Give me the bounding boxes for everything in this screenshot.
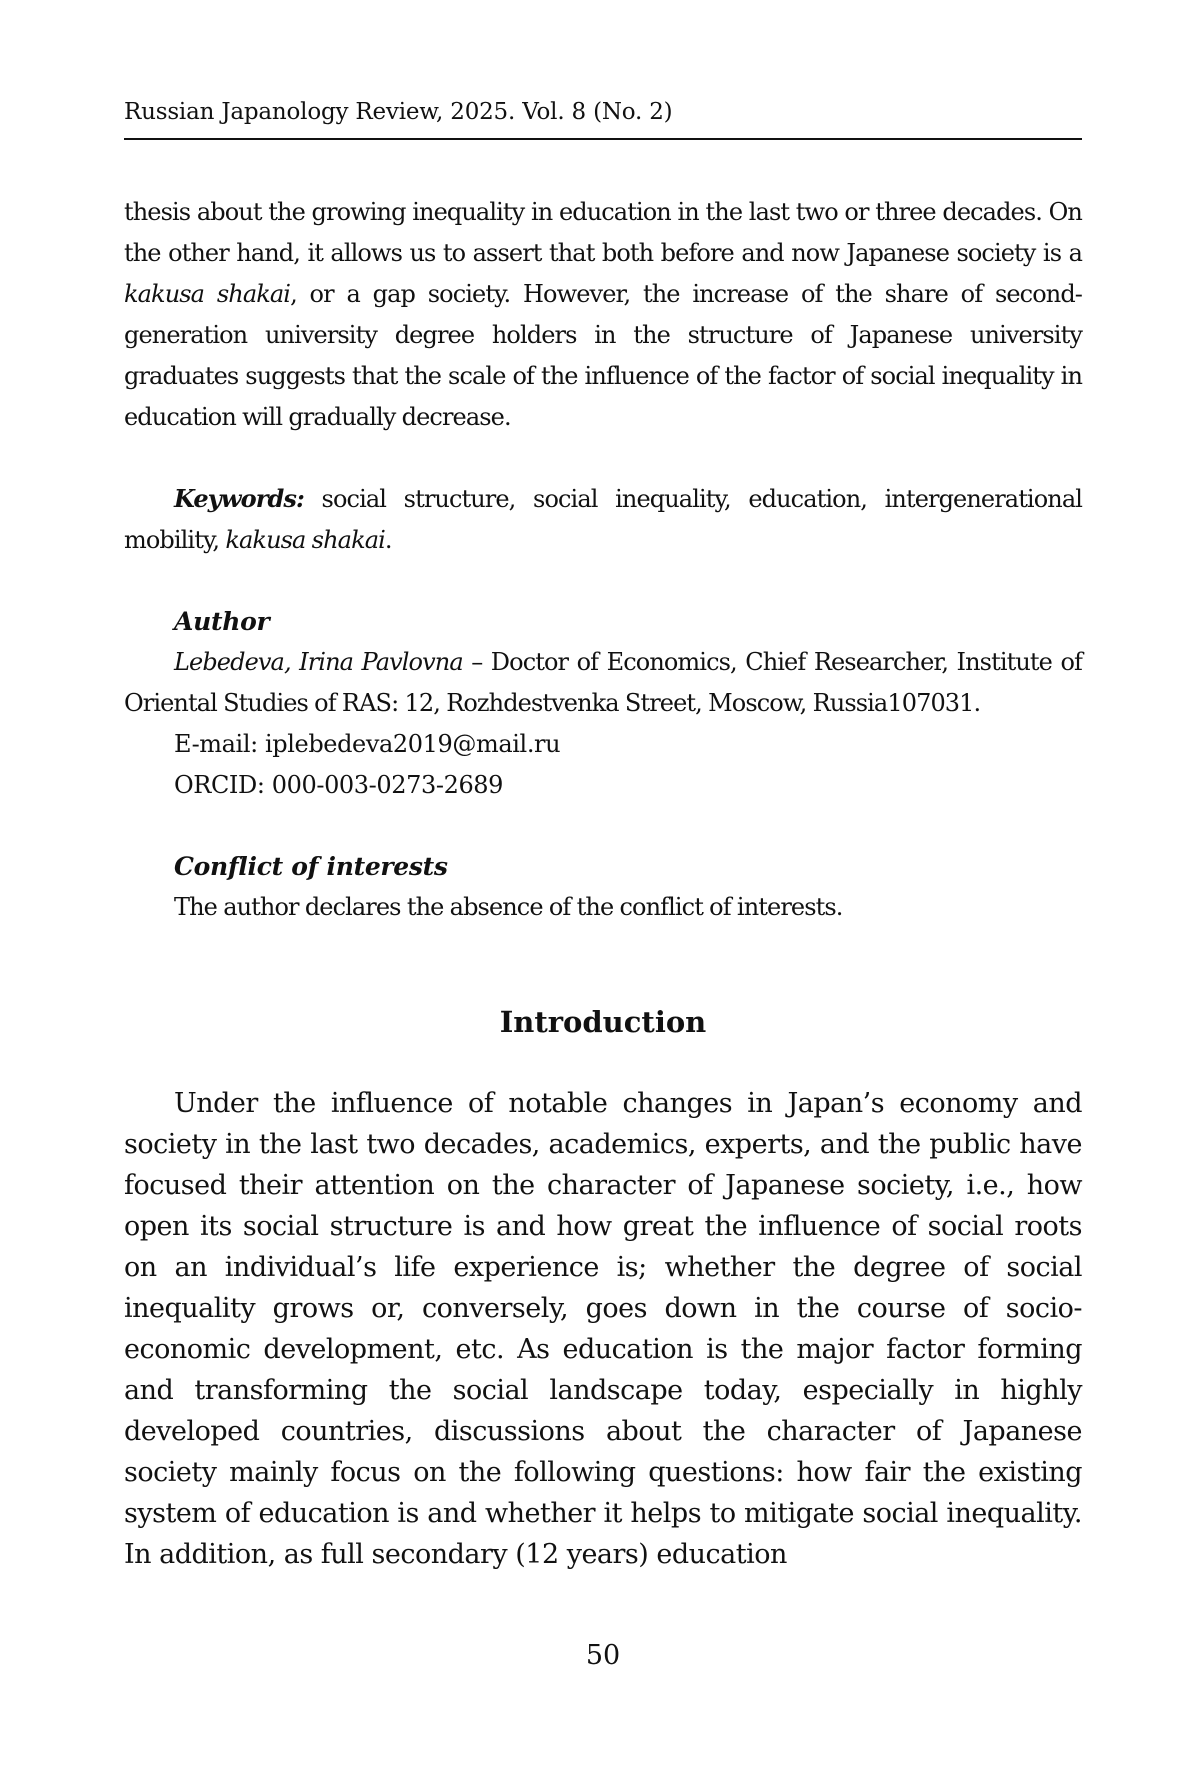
keywords-list: social structure, social inequality, education, intergenerational mobility, [124,485,1082,554]
keywords-paragraph [124,478,1082,561]
introduction-paragraph: Under the influence of notable changes in Japan’s economy and society in the last two decades, academics, experts, and the public have focused their attention on the character of Japanese society, i.e., how open its social structure is and how great the influence of social roots on an individual’s life experience is; whether the degree of social inequality grows or, conversely, goes down in the course of socio-economic development, etc. As education is the major factor forming and transforming the social landscape today, especially in highly developed countries, discussions about the character of Japanese society mainly focus on the following questions: how fair the existing system of education is and whether it helps to mitigate social inequality. In addition, as full secondary (12 years) education [124,1088,1082,1570]
author-section [124,601,1082,806]
author-heading: Author [174,607,270,636]
author-name: Lebedeva, Irina Pavlovna [174,648,463,676]
conflict-section [124,846,1082,928]
keywords-term: kakusa shakai [225,526,385,554]
abstract-term: kakusa shakai [124,280,291,308]
author-affiliation: – Doctor of Economics, Chief Researcher, Institute of Oriental Studies of RAS: 12, Rozhdestvenka Street, Moscow, Russia107031. [124,648,1082,717]
author-email: E-mail: iplebedeva2019@mail.ru [174,730,561,758]
introduction-heading: Introduction [499,1005,707,1039]
conflict-statement: The author declares the absence of the conflict of interests. [174,893,843,921]
running-head: Russian Japanology Review, 2025. Vol. 8 (No. 2) [124,96,1082,140]
page-number: 50 [585,1640,621,1671]
author-orcid: ORCID: 000-003-0273-2689 [174,771,504,799]
abstract-text-end: , or a gap society. However, the increase of the share of second-generation university degree holders in the structure of Japanese university graduates suggests that the scale of the influence of the factor of social inequality in education will gradually decrease. [124,280,1082,431]
abstract-paragraph [124,192,1082,438]
conflict-heading: Conflict of interests [174,852,448,881]
keywords-label: Keywords: [174,484,304,513]
author-details [124,642,1082,724]
abstract-text-start: thesis about the growing inequality in education in the last two or three decades. On the other hand, it allows us to assert that both before and now Japanese society is a [124,198,1082,267]
article-page [124,96,1082,1696]
keywords-end: . [384,526,392,554]
